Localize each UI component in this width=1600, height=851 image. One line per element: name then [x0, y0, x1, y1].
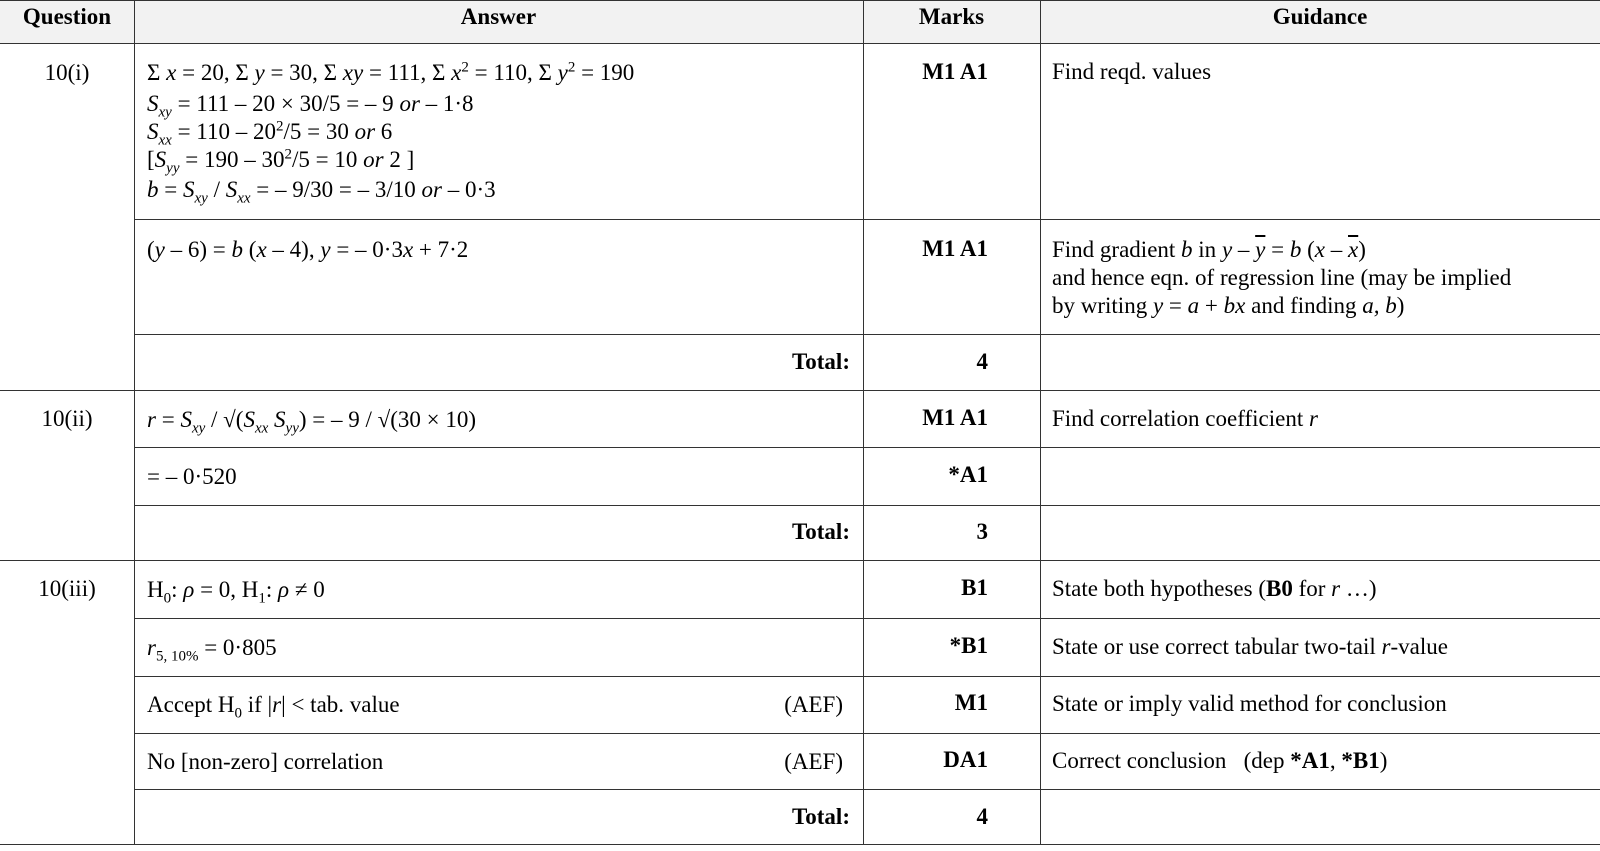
answer-hypotheses: $H_0$: ρ = 0, $H_1$: ρ ≠ 0: [147, 577, 325, 607]
question-number: 10(iii): [38, 576, 96, 601]
total-label: Total:: [792, 349, 850, 374]
rule: [0, 844, 1600, 845]
marks: *B1: [949, 633, 988, 658]
answer-r-value: = – 0·520: [147, 464, 237, 489]
rule: [134, 334, 1600, 335]
answer-accept-rule: Accept $H_0$ if |r| < tab. value: [147, 692, 400, 722]
answer-critical-value: $r_{5, 10\%} = 0\cdot 805$: [147, 635, 277, 665]
answer-syy: [$S_{yy} = 190 - 30^2/5 = 10$ or 2 ]: [147, 146, 415, 177]
aef-note: (AEF): [784, 749, 843, 774]
marks: *A1: [948, 462, 988, 487]
guidance: State both hypotheses (B0 for r …): [1052, 576, 1377, 601]
marks: M1 A1: [922, 59, 988, 84]
header-guidance: Guidance: [1272, 4, 1368, 29]
rule: [0, 0, 1600, 1]
column-divider: [134, 0, 135, 844]
answer-sums: Σ x = 20, Σ y = 30, Σ xy = 111, Σ $x^2 = 110$, Σ $y^2 = 190$: [147, 59, 635, 85]
header-marks: Marks: [918, 4, 985, 29]
guidance: Find reqd. values: [1052, 59, 1212, 84]
rule: [0, 560, 1600, 561]
aef-note: (AEF): [784, 692, 843, 717]
answer-regression-line: (y – 6) = b (x – 4), y = – 0·3x + 7·2: [147, 237, 469, 262]
marks: DA1: [943, 747, 988, 772]
marks: B1: [961, 575, 988, 600]
guidance: Find correlation coefficient r: [1052, 406, 1318, 431]
column-divider: [1040, 0, 1041, 844]
rule: [0, 43, 1600, 44]
header-question: Question: [22, 4, 112, 29]
marks: M1: [954, 690, 988, 715]
guidance-line-1: Find gradient b in $y - \overline{y} = b$ $(x - \overline{x})$: [1052, 237, 1366, 262]
rule: [134, 789, 1600, 790]
guidance: State or imply valid method for conclusion: [1052, 691, 1447, 716]
rule: [0, 390, 1600, 391]
answer-r-formula: $r = S_{xy} / √(S_{xx}$ $S_{yy}$) = – 9 / √(30 × 10): [147, 407, 477, 437]
rule: [134, 618, 1600, 619]
total-marks: 3: [976, 519, 988, 544]
question-number: 10(i): [44, 60, 90, 85]
total-label: Total:: [792, 804, 850, 829]
answer-conclusion: No [non-zero] correlation: [147, 749, 384, 774]
rule: [134, 733, 1600, 734]
rule: [134, 219, 1600, 220]
guidance-line-3: by writing y = a + bx and finding a, b): [1052, 293, 1405, 318]
total-marks: 4: [976, 349, 988, 374]
guidance: Correct conclusion (dep *A1, *B1): [1052, 748, 1388, 773]
rule: [134, 505, 1600, 506]
question-number: 10(ii): [41, 406, 93, 431]
rule: [134, 447, 1600, 448]
column-divider: [863, 0, 864, 844]
answer-sxy: $S_{xy} = 111 - 20 \times 30/5$ = – 9 or – 1·8: [147, 91, 474, 121]
total-marks: 4: [976, 804, 988, 829]
rule: [134, 676, 1600, 677]
marks: M1 A1: [922, 405, 988, 430]
guidance-line-2: and hence eqn. of regression line (may be implied: [1052, 265, 1512, 290]
header-answer: Answer: [460, 4, 537, 29]
marks: M1 A1: [922, 236, 988, 261]
total-label: Total:: [792, 519, 850, 544]
answer-b: $b = S_{xy} / S_{xx}$ = – 9/30 = – 3/10 or – 0·3: [147, 177, 496, 207]
guidance: State or use correct tabular two-tail r-value: [1052, 634, 1448, 659]
answer-sxx: $S_{xx} = 110 - 20^2/5 = 30$ or 6: [147, 118, 393, 149]
